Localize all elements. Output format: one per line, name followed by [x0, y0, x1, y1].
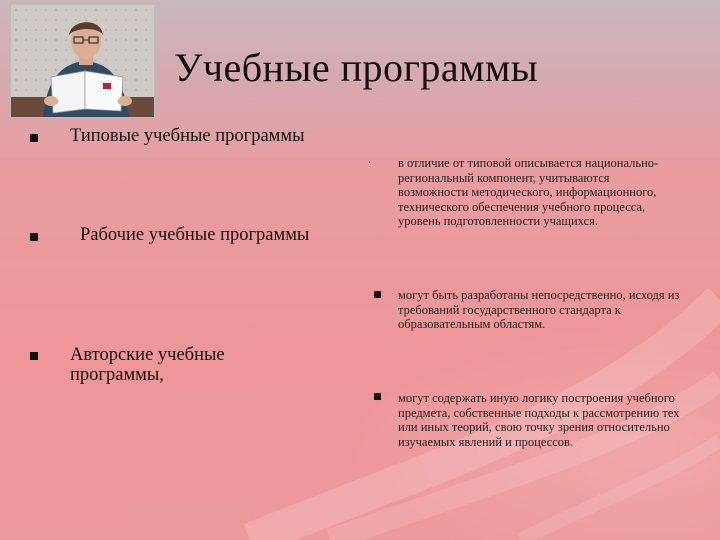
right-list-item: могут быть разработаны непосредственно, исходя из требований государственного стандарта к образовательным областям.	[398, 288, 680, 332]
square-bullet-icon	[30, 352, 38, 360]
right-list-item: могут содержать иную логику построения учебного предмета, собственные подходы к рассмотрению тех или иных теорий, свою точку зрения относительно изучаемых явлений и процессов.	[398, 391, 680, 449]
portrait-photo	[10, 4, 155, 118]
square-bullet-icon	[374, 393, 381, 400]
list-marker-dot: .	[368, 152, 371, 166]
left-list-item: Типовые учебные программы	[70, 126, 305, 146]
left-list-item: Рабочие учебные программы	[80, 225, 310, 245]
square-bullet-icon	[30, 134, 38, 142]
left-list-item: Авторские учебные программы,	[70, 345, 225, 385]
square-bullet-icon	[30, 233, 38, 241]
right-list-item: в отличие от типовой описывается национально-региональный компонент, учитываются возможности методического, информационного, технического обеспечения учебного процесса, уровень подготовленности учащихся.	[398, 156, 659, 229]
slide-title: Учебные программы	[174, 45, 539, 90]
square-bullet-icon	[374, 291, 381, 298]
